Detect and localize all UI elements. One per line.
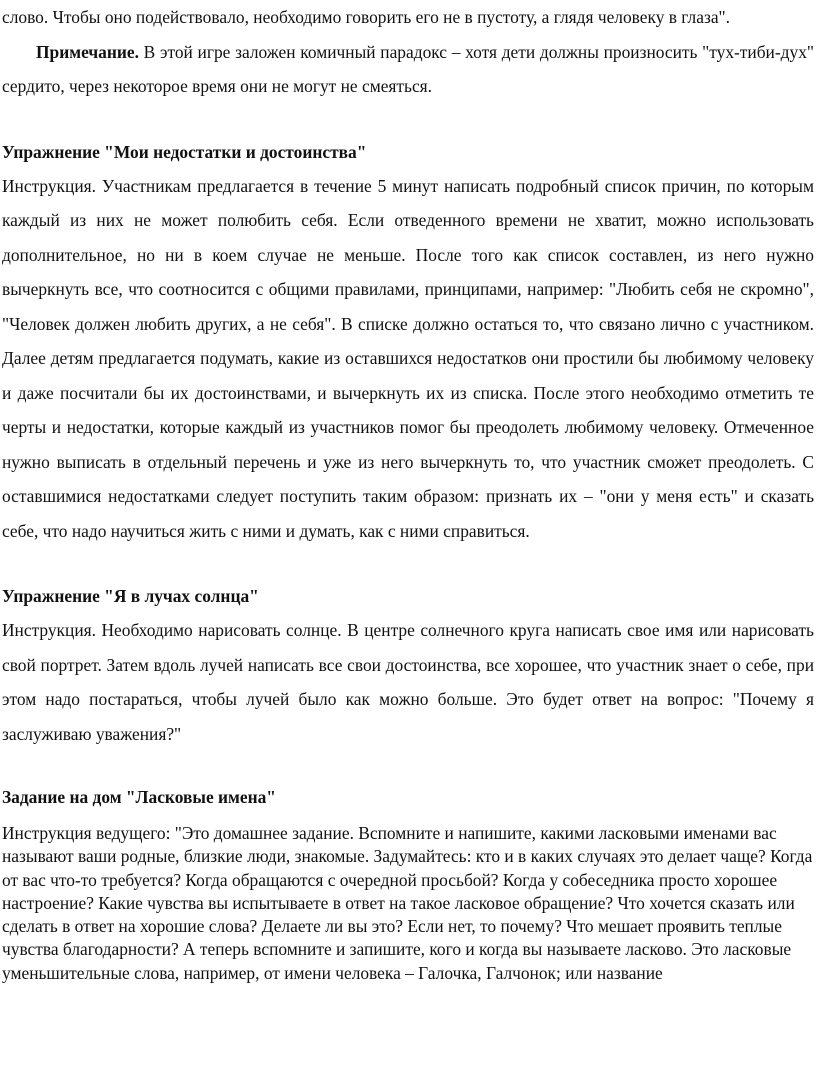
- homework-text: Инструкция ведущего: "Это домашнее задание. Вспомните и напишите, какими ласковыми именами вас называют ваши родные, близкие люди, знакомые. Задумайтесь: кто и в каких случаях это делает чаще? Когда от вас что-то требуется? Когда обращаются с очередной просьбой? Когда у собеседника просто хорошее настроение? Какие чувства вы испытываете в ответ на такое ласковое обращение? Что хочется сказать или сделать в ответ на хорошие слова? Делаете ли вы это? Если нет, то почему? Что мешает проявить теплые чувства благодарности? А теперь вспомните и запишите, кого и когда вы называете ласково. Это ласковые уменьшительные слова, например, от имени человека – Галочка, Галчонок; или название: [2, 823, 813, 983]
- exercise2-text: Инструкция. Необходимо нарисовать солнце. В центре солнечного круга написать свое имя или нарисовать свой портрет. Затем вдоль лучей написать все свои достоинства, все хорошее, что участник знает о себе, при этом надо постараться, чтобы лучей было как можно больше. Это будет ответ на вопрос: "Почему я заслуживаю уважения?": [2, 620, 814, 744]
- note-text: В этой игре заложен комичный парадокс – хотя дети должны произносить "тух-тиби-дух" сердито, через некоторое время они не могут не смеяться.: [2, 41, 814, 96]
- note-label: Примечание.: [36, 41, 139, 62]
- homework-heading: Задание на дом "Ласковые имена": [2, 787, 276, 807]
- intro-paragraph-end: слово. Чтобы оно подействовало, необходимо говорить его не в пустоту, а глядя человеку в глаза".: [2, 7, 730, 27]
- note-paragraph: [2, 35, 814, 104]
- exercise2-heading: Упражнение "Я в лучах солнца": [2, 586, 259, 606]
- document-page: [2, 0, 814, 985]
- exercise1-text: Инструкция. Участникам предлагается в течение 5 минут написать подробный список причин, по которым каждый из них не может полюбить себя. Если отведенного времени не хватит, можно использовать дополнительное, но ни в коем случае не меньше. После того как список составлен, из него нужно вычеркнуть все, что соотносится с общими правилами, принципами, например: "Любить себя не скромно", "Человек должен любить других, а не себя". В списке должно остаться то, что связано лично с участником. Далее детям предлагается подумать, какие из оставшихся недостатков они простили бы любимому человеку и даже посчитали бы их достоинствами, и вычеркнуть их из списка. После этого необходимо отметить те черты и недостатки, которые каждый из участников помог бы преодолеть любимому человеку. Отмеченное нужно выписать в отдельный перечень и уже из него вычеркнуть то, что участник сможет преодолеть. С оставшимися недостатками следует поступить таким образом: признать их – "они у меня есть" и сказать себе, что надо научиться жить с ними и думать, как с ними справиться.: [2, 175, 814, 541]
- exercise1-heading: Упражнение "Мои недостатки и достоинства": [2, 141, 367, 162]
